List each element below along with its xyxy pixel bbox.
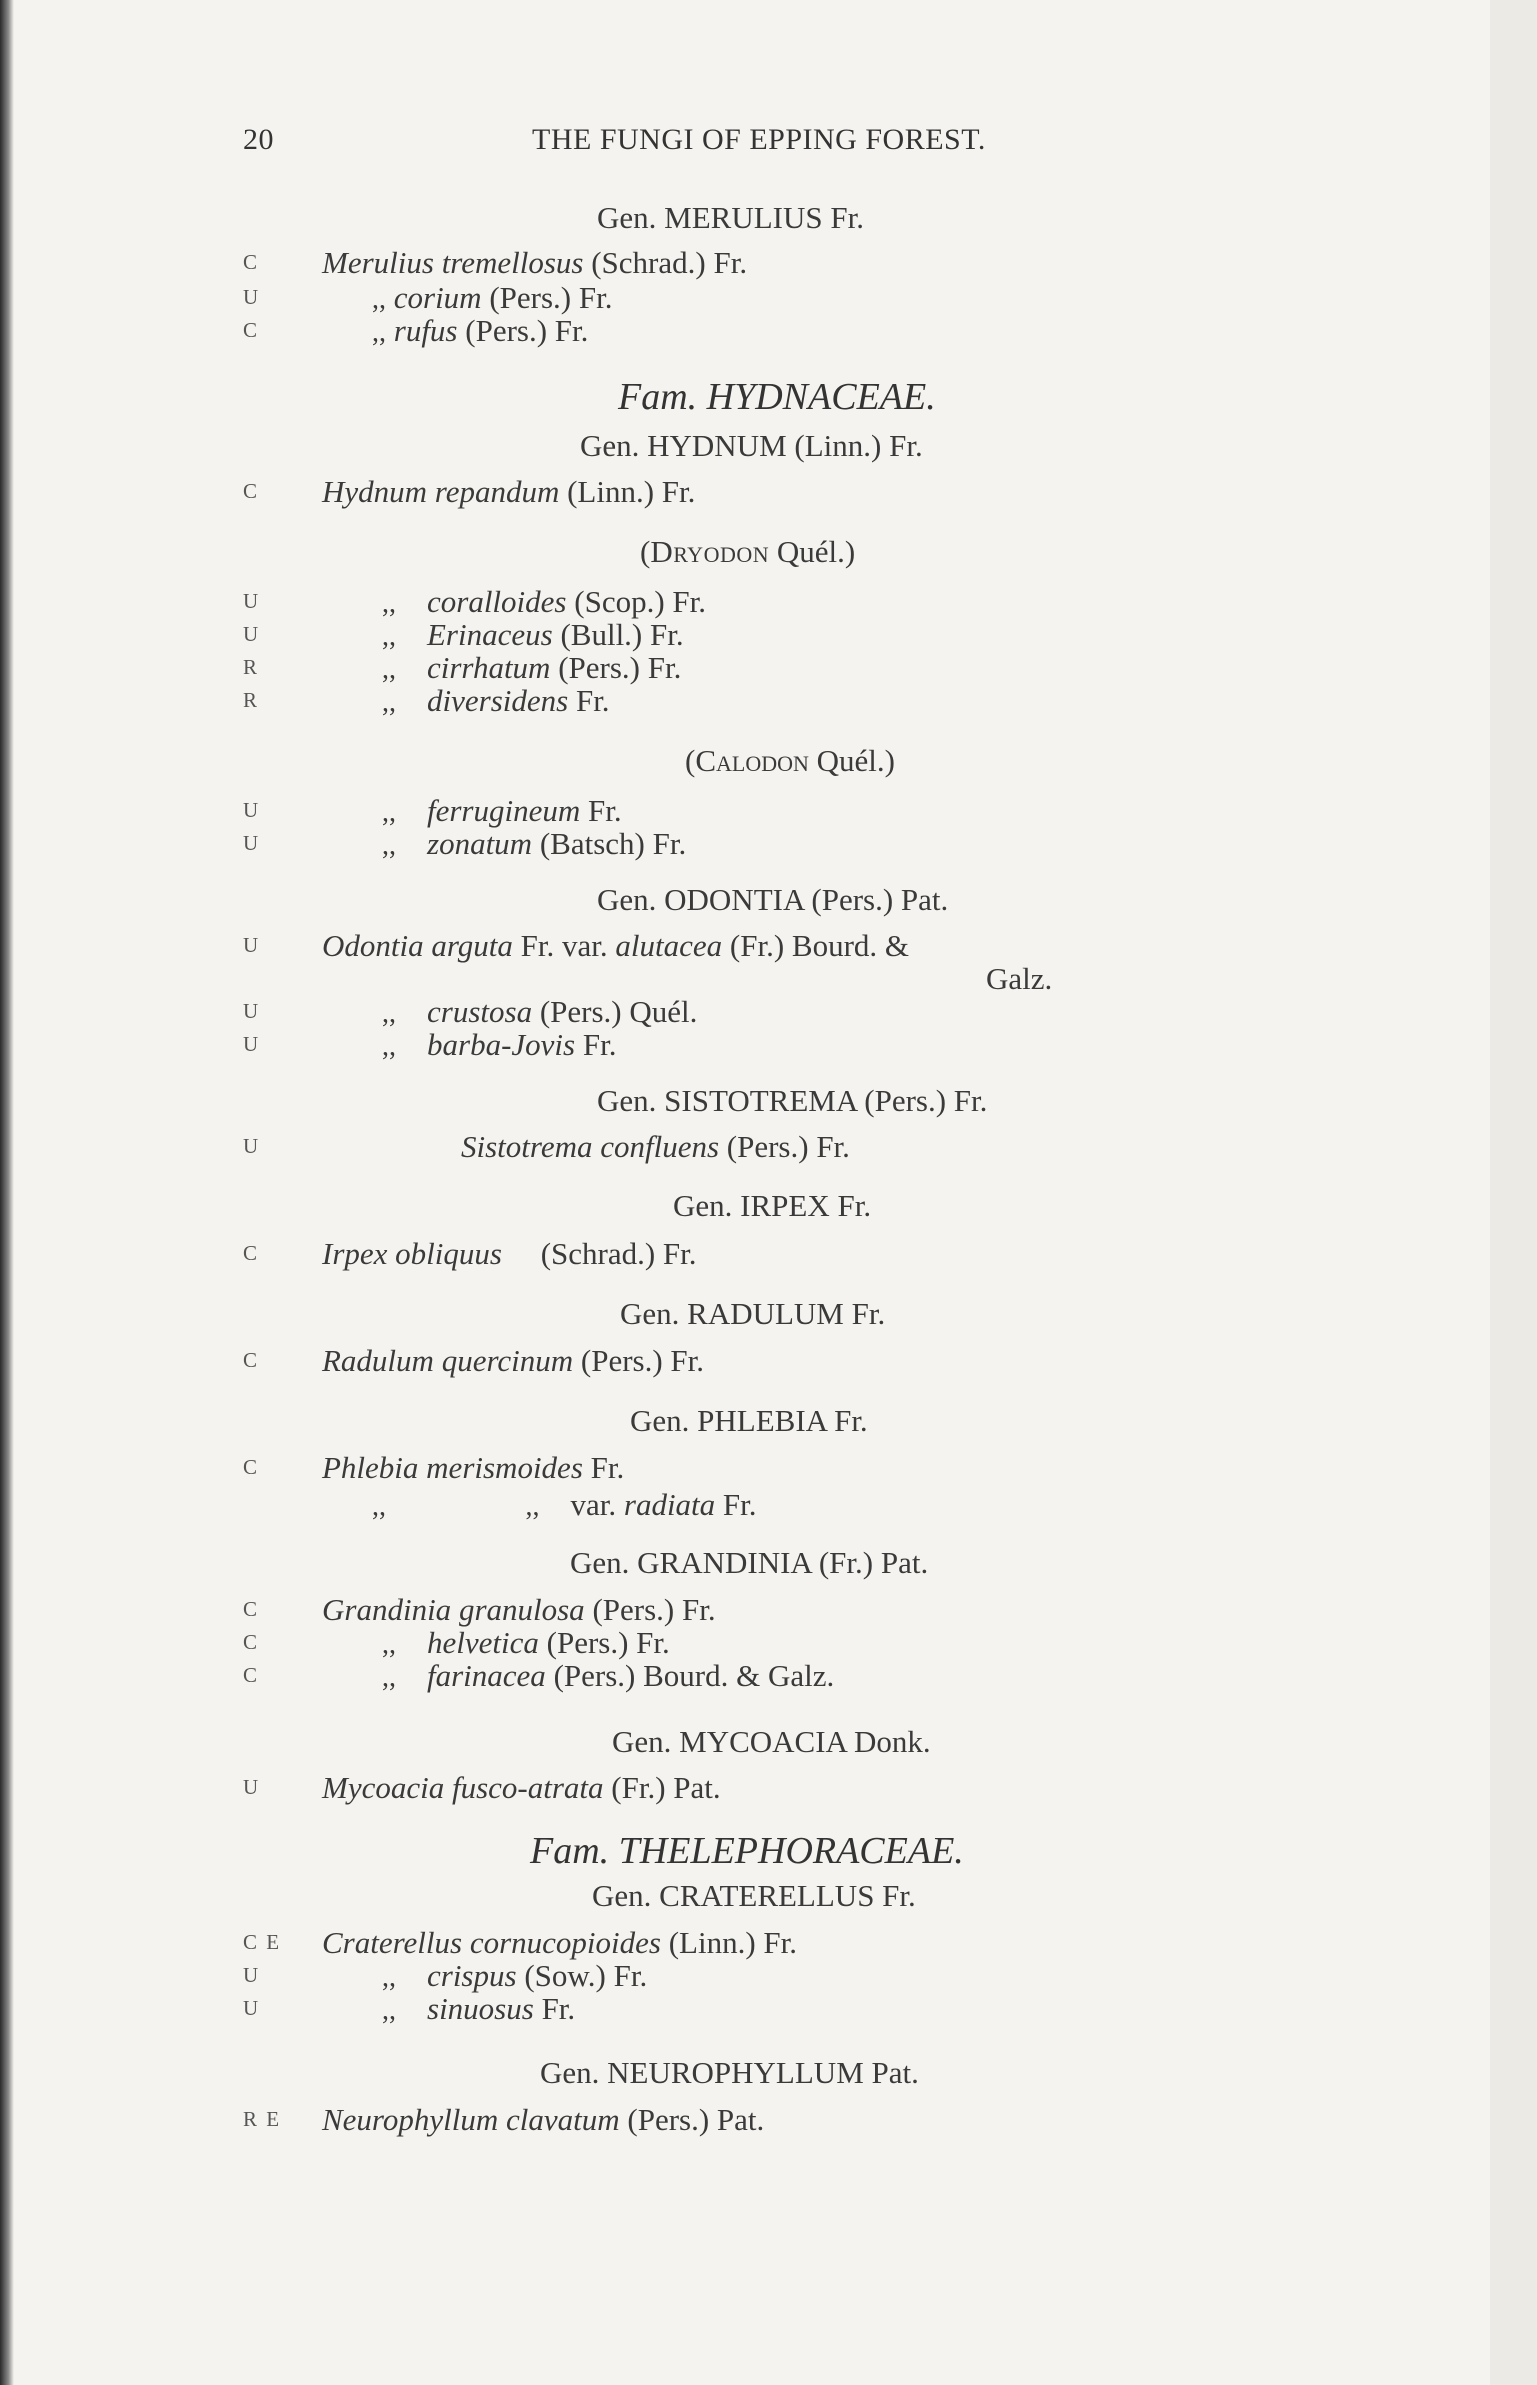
- family-heading-hydnaceae: Fam. HYDNACEAE.: [618, 376, 936, 418]
- authority-continuation: Galz.: [986, 961, 1053, 996]
- variety-entry: [372, 1489, 757, 1521]
- frequency-code: R E: [243, 2107, 282, 2131]
- frequency-code: U: [243, 798, 261, 822]
- frequency-code: U: [243, 622, 261, 646]
- genus-name: Hydnum: [322, 474, 428, 509]
- species-entry: [322, 1772, 721, 1803]
- species-name: fusco-atrata: [451, 1770, 604, 1805]
- variety-name: radiata: [623, 1487, 716, 1522]
- species-entry: [372, 315, 588, 347]
- frequency-code: C: [243, 1630, 260, 1654]
- authority: (Pers.) Bourd. & Galz.: [553, 1658, 835, 1693]
- species-name: tremellosus: [441, 245, 584, 280]
- species-entry: [322, 476, 695, 507]
- subgenus-name: Calodon: [695, 743, 809, 778]
- frequency-code: C: [243, 1597, 260, 1621]
- species-name: quercinum: [441, 1343, 574, 1378]
- authority: Fr.: [590, 1450, 625, 1485]
- authority: (Bull.) Fr.: [560, 617, 684, 652]
- authority: (Pers.) Fr.: [489, 280, 613, 315]
- species-name: crustosa: [427, 994, 533, 1029]
- ditto-mark: ,,: [382, 621, 396, 652]
- species-entry: [382, 795, 622, 827]
- species-name: clavatum: [505, 2102, 620, 2137]
- authority: Fr.: [722, 1487, 757, 1522]
- ditto-mark: ,,: [382, 687, 396, 718]
- genus-heading-radulum: Gen. RADULUM Fr.: [620, 1296, 886, 1331]
- authority: (Pers.) Fr.: [580, 1343, 705, 1378]
- frequency-code: C: [243, 318, 260, 342]
- frequency-code: U: [243, 1996, 261, 2020]
- page-number: 20: [243, 123, 274, 156]
- ditto-mark: ,,: [382, 1995, 396, 2026]
- frequency-code: U: [243, 1963, 261, 1987]
- species-entry: [382, 828, 686, 860]
- species-entry: [382, 652, 681, 684]
- genus-name: Grandinia: [322, 1592, 452, 1627]
- genus-heading-craterellus: Gen. CRATERELLUS Fr.: [592, 1878, 916, 1913]
- authority: (Pers.) Fr.: [726, 1129, 850, 1164]
- subgenus-heading-dryodon: (Dryodon Quél.): [640, 534, 856, 569]
- genus-heading-hydnum: Gen. HYDNUM (Linn.) Fr.: [580, 428, 923, 463]
- genus-name: Merulius: [322, 245, 434, 280]
- species-name: farinacea: [427, 1658, 546, 1693]
- ditto-mark: ,,: [382, 797, 396, 828]
- species-name: diversidens: [427, 683, 569, 718]
- species-name: coralloides: [427, 584, 567, 619]
- species-name: merismoides: [426, 1450, 583, 1485]
- subgenus-name: Dryodon: [650, 534, 770, 569]
- authority: (Fr.) Bourd. &: [729, 928, 910, 963]
- species-name: cirrhatum: [427, 650, 551, 685]
- book-gutter-shadow: [0, 0, 14, 2385]
- frequency-code: C: [243, 1348, 260, 1372]
- authority: (Schrad.) Fr.: [591, 245, 748, 280]
- authority: (Pers.) Fr.: [558, 650, 682, 685]
- ditto-mark: ,,: [382, 1031, 396, 1062]
- authority: Fr.: [582, 1027, 617, 1062]
- species-entry: [382, 1960, 647, 1992]
- species-entry: [382, 1029, 616, 1061]
- authority: (Pers.) Fr.: [465, 313, 589, 348]
- genus-heading-sistotrema: Gen. SISTOTREMA (Pers.) Fr.: [597, 1083, 988, 1118]
- species-entry: [382, 586, 706, 618]
- species-entry: [382, 1660, 834, 1692]
- authority: (Linn.) Fr.: [668, 1925, 798, 1960]
- ditto-mark: ,,: [525, 1491, 540, 1522]
- species-entry: [382, 619, 684, 651]
- species-name: helvetica: [427, 1625, 539, 1660]
- family-heading-thelephoraceae: Fam. THELEPHORACEAE.: [530, 1830, 964, 1872]
- frequency-code: U: [243, 1134, 261, 1158]
- authority: (Pers.) Fr.: [592, 1592, 716, 1627]
- species-name: obliquus: [395, 1236, 502, 1271]
- ditto-mark: ,,: [382, 1962, 396, 1993]
- species-entry: [322, 2104, 764, 2135]
- frequency-code: R: [243, 688, 260, 712]
- genus-name: Mycoacia: [322, 1770, 445, 1805]
- variety-label: var.: [570, 1487, 617, 1522]
- species-name: Erinaceus: [427, 617, 553, 652]
- authority: (Sow.) Fr.: [524, 1958, 648, 1993]
- frequency-code: C: [243, 1241, 260, 1265]
- ditto-mark: ,,: [382, 1662, 396, 1693]
- genus-name: Irpex: [322, 1236, 388, 1271]
- species-name: granulosa: [458, 1592, 585, 1627]
- species-name: repandum: [434, 474, 560, 509]
- genus-name: Odontia: [322, 928, 424, 963]
- species-entry: [322, 1927, 797, 1958]
- authority: (Scop.) Fr.: [574, 584, 706, 619]
- species-entry: [382, 685, 610, 717]
- frequency-code: U: [243, 1032, 261, 1056]
- ditto-mark: ,,: [382, 1629, 396, 1660]
- genus-heading-phlebia: Gen. PHLEBIA Fr.: [630, 1403, 868, 1438]
- species-entry: [372, 282, 612, 314]
- species-entry: [382, 1993, 575, 2025]
- ditto-mark: ,,: [372, 284, 386, 315]
- species-entry: [322, 247, 747, 278]
- genus-name: Phlebia: [322, 1450, 419, 1485]
- genus-name: Craterellus: [322, 1925, 463, 1960]
- authority: (Batsch) Fr.: [539, 826, 687, 861]
- authority: (Fr.) Pat.: [611, 1770, 721, 1805]
- authority: (Pers.) Quél.: [539, 994, 698, 1029]
- frequency-code: C: [243, 1663, 260, 1687]
- genus-name: Sistotrema: [461, 1129, 593, 1164]
- authority: Fr.: [575, 683, 610, 718]
- species-name: barba-Jovis: [427, 1027, 576, 1062]
- species-name: confluens: [600, 1129, 720, 1164]
- species-name: sinuosus: [427, 1991, 534, 2026]
- frequency-code: C: [243, 250, 260, 274]
- subgenus-heading-calodon: (Calodon Quél.): [685, 743, 895, 778]
- genus-heading-grandinia: Gen. GRANDINIA (Fr.) Pat.: [570, 1545, 929, 1580]
- genus-name: Neurophyllum: [322, 2102, 499, 2137]
- species-name: cornucopioides: [469, 1925, 661, 1960]
- ditto-mark: ,,: [382, 830, 396, 861]
- species-name: arguta: [431, 928, 513, 963]
- frequency-code: C: [243, 479, 260, 503]
- scan-margin: [1490, 0, 1537, 2385]
- genus-heading-mycoacia: Gen. MYCOACIA Donk.: [612, 1724, 931, 1759]
- running-title: THE FUNGI OF EPPING FOREST.: [532, 123, 986, 156]
- authority: Fr.: [541, 1991, 576, 2026]
- species-entry: [322, 1238, 697, 1269]
- authority: (Pers.) Pat.: [627, 2102, 765, 2137]
- frequency-code: U: [243, 999, 261, 1023]
- species-entry: [461, 1131, 850, 1162]
- frequency-code: U: [243, 589, 261, 613]
- frequency-code: U: [243, 1775, 261, 1799]
- frequency-code: U: [243, 285, 261, 309]
- ditto-mark: ,,: [382, 654, 396, 685]
- authority: (Pers.) Fr.: [546, 1625, 670, 1660]
- frequency-code: U: [243, 831, 261, 855]
- ditto-mark: ,,: [372, 317, 386, 348]
- genus-heading-neurophyllum: Gen. NEUROPHYLLUM Pat.: [540, 2055, 919, 2090]
- frequency-code: U: [243, 933, 261, 957]
- species-name: ferrugineum: [427, 793, 581, 828]
- species-entry: [322, 1452, 624, 1483]
- genus-heading-odontia: Gen. ODONTIA (Pers.) Pat.: [597, 882, 949, 917]
- species-name: crispus: [427, 1958, 517, 1993]
- genus-heading-merulius: Gen. MERULIUS Fr.: [597, 200, 864, 235]
- authority: Fr.: [588, 793, 622, 828]
- species-name: rufus: [393, 313, 458, 348]
- ditto-mark: ,,: [382, 588, 396, 619]
- species-entry: [322, 1345, 704, 1376]
- frequency-code: R: [243, 655, 260, 679]
- species-entry: [322, 930, 909, 961]
- frequency-code: C: [243, 1455, 260, 1479]
- frequency-code: C E: [243, 1930, 282, 1954]
- variety-name: alutacea: [615, 928, 723, 963]
- species-name: corium: [393, 280, 482, 315]
- ditto-mark: ,,: [372, 1491, 386, 1522]
- genus-name: Radulum: [322, 1343, 434, 1378]
- authority: (Linn.) Fr.: [567, 474, 696, 509]
- species-entry: [322, 1594, 716, 1625]
- species-name: zonatum: [427, 826, 533, 861]
- authority: Fr. var.: [520, 928, 608, 963]
- species-entry: [382, 996, 697, 1028]
- species-entry: [382, 1627, 670, 1659]
- genus-heading-irpex: Gen. IRPEX Fr.: [673, 1188, 872, 1223]
- ditto-mark: ,,: [382, 998, 396, 1029]
- authority: (Schrad.) Fr.: [540, 1236, 697, 1271]
